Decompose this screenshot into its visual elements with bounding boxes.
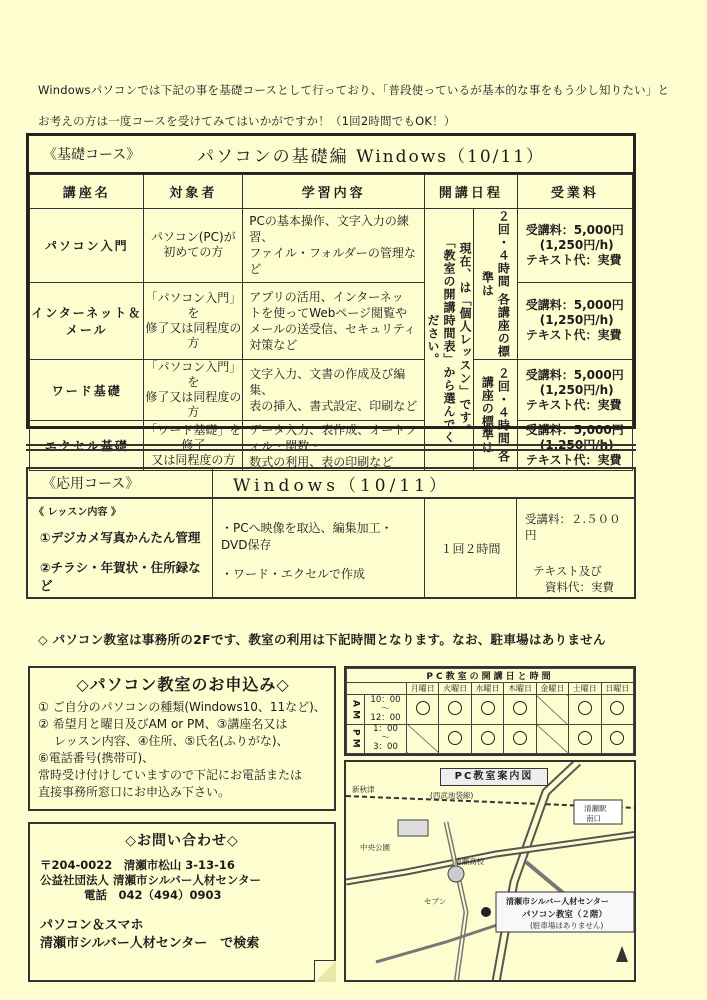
map-label: 新秋津 [352, 785, 375, 794]
map-label: (駐車場はありません) [530, 921, 604, 930]
divider [26, 449, 636, 451]
schedule-slot [471, 724, 503, 754]
applied-fee-text: 受講料：２.５００円 [525, 512, 621, 542]
open-slot-circle-icon [481, 701, 495, 715]
applied-course-box [26, 467, 636, 599]
search-line-2: 清瀬市シルバー人材センター で検索 [40, 936, 260, 951]
course-content: データ入力、表作成、オートフィル・関数・ 数式の利用、表の印刷など [243, 421, 425, 471]
basic-course-header [29, 136, 633, 174]
schedule-slot [407, 695, 439, 725]
schedule-am-row [347, 695, 634, 725]
center-marker [481, 907, 491, 917]
schedule-slot [504, 724, 536, 754]
open-slot-circle-icon [513, 731, 527, 745]
course-name: インターネット＆メール [30, 282, 144, 359]
map-label: 清瀬市シルバー人材センター [506, 897, 609, 906]
course-target: 「ワード基礎」を修了 又は同程度の方 [144, 421, 243, 471]
open-slot-circle-icon [448, 701, 462, 715]
schedule-pm-row [347, 724, 634, 754]
contact-phone: 電話 042（494）0903 [84, 888, 222, 902]
am-label: A M [347, 695, 365, 725]
map-label: セブン [424, 897, 447, 906]
day-label: 火曜日 [439, 683, 471, 695]
schedule-standard-a-cell [473, 209, 517, 360]
course-content: PCの基本操作、文字入力の練習、 ファイル・フォルダーの管理など [243, 209, 425, 283]
schedule-standard-a: ２回・４時間 各講座の標準は [480, 209, 511, 359]
lesson-item: ①デジカメ写真かんたん管理 [40, 530, 201, 545]
intro-line-2: お考えの方は一度コースを受けてみてはいかがですか！（1回2時間でもOK！） [38, 114, 456, 128]
open-slot-circle-icon [610, 701, 624, 715]
lesson-label: 《 レッスン内容 》 [34, 507, 121, 518]
schedule-table [346, 668, 634, 754]
basic-course-table [29, 174, 633, 471]
apply-box [28, 666, 336, 811]
course-fee: 受講料：5,000円 (1,250円/h) テキスト代：実費 [517, 209, 632, 283]
schedule-slot [471, 695, 503, 725]
schedule-caption: PC教室の開講日と時間 [347, 669, 634, 683]
course-content: 文字入力、文書の作成及び編集、 表の挿入、書式設定、印刷など [243, 360, 425, 421]
open-slot-circle-icon [578, 701, 592, 715]
basic-course-box [26, 133, 636, 469]
park-marker [448, 866, 464, 882]
school-building [398, 820, 428, 836]
contact-box [28, 822, 336, 982]
page-fold-icon [314, 960, 336, 982]
course-fee: 受講料：5,000円 (1,250円/h) テキスト代：実費 [517, 360, 632, 421]
contact-address: 〒204-0022 清瀬市松山 3-13-16 [40, 858, 235, 872]
north-arrow-icon [616, 946, 628, 962]
open-slot-circle-icon [448, 731, 462, 745]
map-title: PC教室案内図 [440, 768, 548, 786]
basic-course-title: パソコンの基礎編 Windows（10/11） [197, 146, 546, 167]
contact-title: ◇お問い合わせ◇ [125, 833, 239, 849]
applied-course-header [28, 469, 634, 499]
header-course-name: 講座名 [30, 175, 144, 209]
access-map [344, 760, 636, 982]
course-name: パソコン入門 [30, 209, 144, 283]
schedule-note: 現在、は「個人レッスン」です。「教室の開講時間表」から選んでください。 [425, 235, 472, 444]
day-label: 金曜日 [536, 683, 568, 695]
schedule-slot [569, 724, 601, 754]
applied-text-1: テキスト及び [533, 564, 602, 578]
applied-text-2: 資料代：実費 [545, 580, 614, 594]
schedule-table-box [344, 666, 636, 756]
map-label: 南口 [586, 814, 601, 823]
header-fee: 受業料 [517, 175, 632, 209]
map-label: 中央公園 [360, 843, 390, 852]
lesson-item: ②チラシ・年賀状・住所録など [40, 560, 201, 593]
table-header-row [30, 175, 633, 209]
closed-slot [407, 724, 439, 754]
search-line-1: パソコン＆スマホ [40, 918, 144, 933]
apply-line: ① ご自分のパソコンの種類(Windows10、11など)、 [38, 700, 326, 714]
applied-course-tag: 《応用コース》 [28, 469, 213, 497]
day-label: 土曜日 [569, 683, 601, 695]
applied-details [213, 499, 425, 597]
basic-course-tag: 《基礎コース》 [43, 147, 141, 163]
closed-slot [536, 724, 568, 754]
map-label: 清瀬駅 [584, 804, 607, 813]
pm-label: P M [347, 724, 365, 754]
map-label: (西武池袋線) [430, 791, 474, 800]
day-label: 水曜日 [471, 683, 503, 695]
open-slot-circle-icon [481, 731, 495, 745]
schedule-days-row [347, 683, 634, 695]
course-content: アプリの活用、インターネッ トを使ってWebページ閲覧や メールの送受信、セキュリティ対策など [243, 282, 425, 359]
am-time: 10：00 ～ 12：00 [365, 695, 407, 725]
schedule-slot [569, 695, 601, 725]
schedule-note-cell [424, 209, 473, 471]
applied-course-body [28, 499, 634, 597]
schedule-slot [439, 724, 471, 754]
table-row [30, 209, 633, 283]
course-target: パソコン(PC)が 初めての方 [144, 209, 243, 283]
detail-item: ・PCへ映像を取込、編集加工・DVD保存 [221, 521, 393, 552]
side-road [376, 922, 506, 962]
schedule-slot [601, 724, 633, 754]
day-label: 日曜日 [601, 683, 633, 695]
day-label: 月曜日 [407, 683, 439, 695]
schedule-slot [504, 695, 536, 725]
schedule-standard-b-cell [473, 360, 517, 471]
applied-fee [517, 499, 634, 597]
map-label: 清瀬高校 [454, 857, 484, 866]
applied-lessons [28, 499, 213, 597]
course-name: ワード基礎 [30, 360, 144, 421]
course-fee: 受講料：5,000円 (1,250円/h) テキスト代：実費 [517, 282, 632, 359]
schedule-slot [439, 695, 471, 725]
apply-line: 常時受け付けしていますので下記にお電話または [38, 768, 303, 782]
apply-line: ⑥電話番号(携帯可)、 [38, 751, 155, 765]
apply-line: ② 希望月と曜日及びAM or PM、③講座名又は [38, 717, 288, 731]
apply-title: ◇パソコン教室のお申込み◇ [76, 675, 290, 694]
course-target: 「パソコン入門」を 修了又は同程度の方 [144, 282, 243, 359]
day-label: 木曜日 [504, 683, 536, 695]
open-slot-circle-icon [610, 731, 624, 745]
intro-line-1: Windowsパソコンでは下記の事を基礎コースとして行っており、「普段使っているが基本的な事をもう少し知りたい」と [38, 83, 670, 97]
map-drawing [346, 762, 636, 982]
closed-slot [536, 695, 568, 725]
open-slot-circle-icon [578, 731, 592, 745]
table-row [30, 282, 633, 359]
pm-time: 1：00 ～ 3：00 [365, 724, 407, 754]
table-row [30, 360, 633, 421]
open-slot-circle-icon [513, 701, 527, 715]
apply-line: レッスン内容、④住所、⑤氏名(ふりがな)、 [38, 734, 289, 748]
header-target: 対象者 [144, 175, 243, 209]
divider [26, 444, 636, 446]
applied-time: １回２時間 [425, 499, 517, 597]
applied-course-title: Windows（10/11） [233, 475, 450, 496]
header-schedule: 開講日程 [424, 175, 517, 209]
notice-text: ◇ パソコン教室は事務所の2Fです、教室の利用は下記時間となります。なお、駐車場はありません [38, 632, 606, 647]
course-fee: 受講料：5,000円 (1,250円/h) テキスト代：実費 [517, 421, 632, 471]
schedule-standard-b: ２回・４時間 各講座の標準は [480, 366, 511, 464]
open-slot-circle-icon [416, 701, 430, 715]
apply-line: 直接事務所窓口にお申込み下さい。 [38, 785, 231, 799]
detail-item: ・ワード・エクセルで作成 [221, 567, 366, 581]
course-target: 「パソコン入門」を 修了又は同程度の方 [145, 360, 242, 419]
map-label: パソコン教室（２階） [522, 910, 607, 920]
schedule-slot [601, 695, 633, 725]
header-content: 学習内容 [243, 175, 425, 209]
course-name: エクセル基礎 [30, 421, 144, 471]
contact-org: 公益社団法人 清瀬市シルバー人材センター [40, 873, 261, 887]
